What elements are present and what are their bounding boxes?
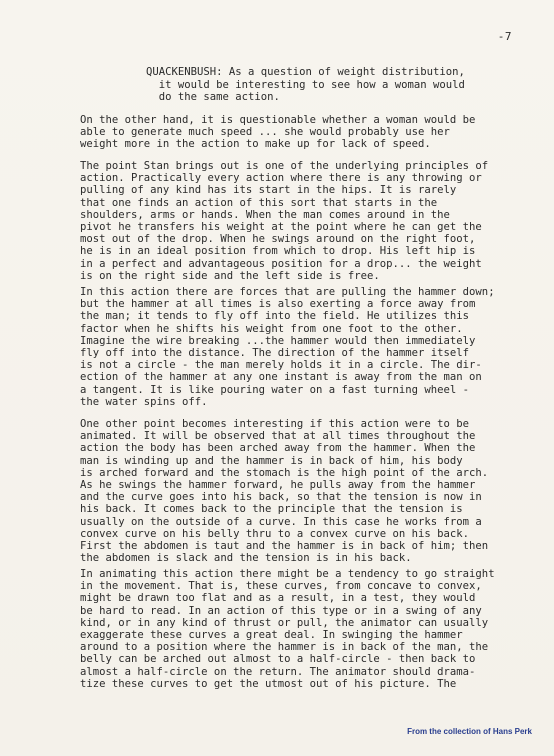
paragraph-1: On the other hand, it is questionable whether a woman would be able to generate much speed ... she would probably use her weight more in the action to make up for lack of speed. xyxy=(80,114,476,151)
quackenbush-quote: QUACKENBUSH: As a question of weight distribution, it would be interesting to see how a woman would do the same action. xyxy=(146,66,465,104)
paragraph-5: In animating this action there might be a tendency to go straight in the movement. That is, these curves, from concave to convex, might be drawn too flat and as a result, in a test, they would be hard to read. In an action of this type or in a swing of any kind, or in any kind of thrust or pull, the animator can usually exaggerate these curves a great deal. In swinging the hammer around to a position where the hammer is in back of the man, the belly can be arched out almost to a half-circle - then back to almost a half-circle on the return. The animator should drama- tize these curves to get the utmost out of his picture. The xyxy=(80,568,495,690)
page-number: -7 xyxy=(497,30,512,43)
paragraph-2: The point Stan brings out is one of the underlying principles of action. Practically every action where there is any throwing or pulling of any kind has its start in the hips. It is rarely that one finds an action of this sort that starts in the shoulders, arms or hands. When the man comes around in the pivot he transfers his weight at the point where he can get the most out of the drop. When he swings around on the right foot, he is in an ideal position from which to drop. His left hip is in a perfect and advantageous position for a drop... the weight is on the right side and the left side is free. xyxy=(80,160,489,282)
paragraph-4: One other point becomes interesting if this action were to be animated. It will be observed that at all times throughout the action the body has been arched away from the hammer. When the man is winding up and the hammer is in back of him, his body is arched forward and the stomach is the high point of the arch. As he swings the hammer forward, he pulls away from the hammer and the curve goes into his back, so that the tension is now in his back. It comes back to the principle that the tension is usually on the outside of a curve. In this case he works from a convex curve on his belly thru to a convex curve on his back. First the abdomen is taut and the hammer is in back of him; then the abdomen is slack and the tension is in his back. xyxy=(80,418,489,565)
paragraph-3: In this action there are forces that are pulling the hammer down; but the hammer at all times is also exerting a force away from the man; it tends to fly off into the field. He utilizes this factor when he shifts his weight from one foot to the other. Imagine the wire breaking ...the hammer would then immediately fly off into the distance. The direction of the hammer itself is not a circle - the man merely holds it in a circle. The dir- ection of the hammer at any one instant is away from the man on a tangent. It is like pouring water on a fast turning wheel - the water spins off. xyxy=(80,286,495,408)
collection-credit: From the collection of Hans Perk xyxy=(407,727,532,736)
